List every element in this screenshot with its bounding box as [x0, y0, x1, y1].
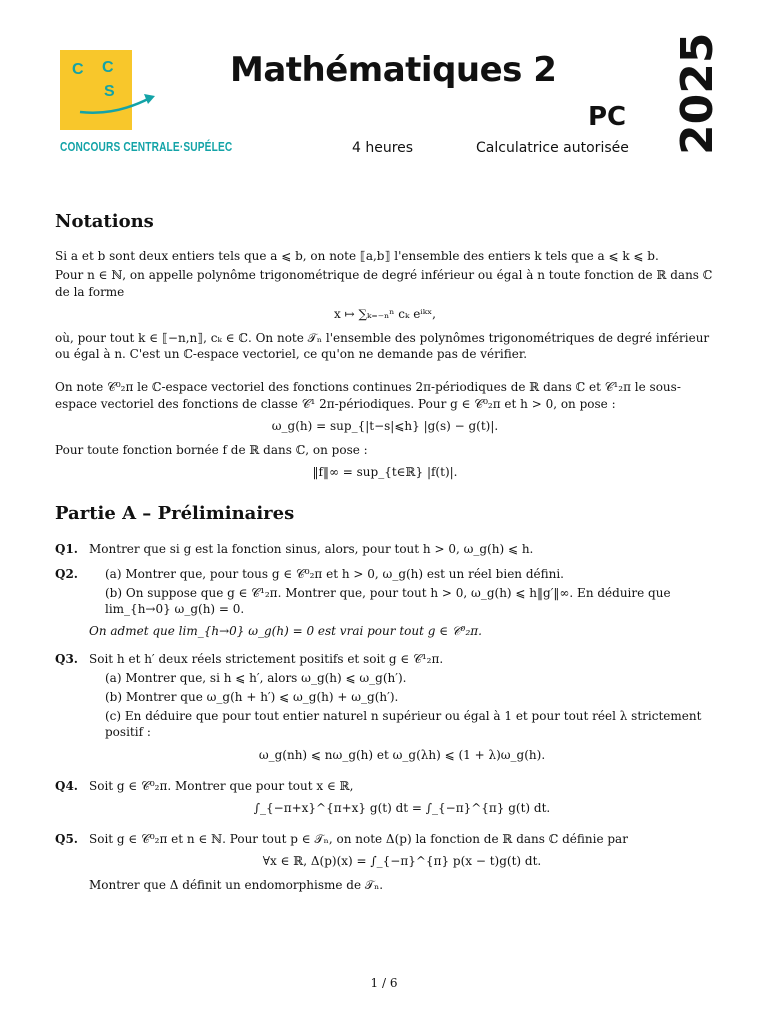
notations-p2: Pour n ∈ ℕ, on appelle polynôme trigonométrique de degré inférieur ou égal à n toute fonction de ℝ dans ℂ de la forme: [55, 268, 713, 299]
q1-number: Q1.: [55, 541, 78, 556]
duration-label: 4 heures: [352, 140, 414, 156]
q3-c: (c) En déduire que pour tout entier naturel n supérieur ou égal à 1 et pour tout réel λ strictement positif :: [105, 709, 702, 740]
q3-b: (b) Montrer que ω_g(h + h′) ⩽ ω_g(h) + ω_g(h′).: [105, 689, 399, 704]
formula-omega: ω_g(h) = sup_{|t−s|⩽h} |g(s) − g(t)|.: [271, 418, 499, 433]
q5-number: Q5.: [55, 832, 78, 847]
page-title: Mathématiques 2: [230, 50, 557, 90]
q5-formula: ∀x ∈ ℝ, Δ(p)(x) = ∫_{−π}^{π} p(x − t)g(t) dt.: [262, 854, 542, 869]
q3-intro: Soit h et h′ deux réels strictement positifs et soit g ∈ 𝒞¹₂π.: [89, 651, 444, 666]
q2-a: (a) Montrer que, pour tous g ∈ 𝒞⁰₂π et h > 0, ω_g(h) est un réel bien défini.: [105, 566, 564, 581]
question-q3: [55, 651, 715, 771]
page-number: 1 / 6: [370, 976, 398, 990]
q4-number: Q4.: [55, 778, 78, 793]
question-q1: [55, 541, 715, 557]
q3-number: Q3.: [55, 651, 78, 666]
logo-arrow-icon: [60, 50, 170, 130]
q2-b: (b) On suppose que g ∈ 𝒞¹₂π. Montrer que, pour tout h > 0, ω_g(h) ⩽ h‖g′‖∞. En déduire que lim_{h→0} ω_g(h) = 0.: [105, 586, 671, 617]
question-q2: [55, 566, 715, 621]
question-q4: [55, 778, 715, 824]
q4-formula: ∫_{−π+x}^{π+x} g(t) dt = ∫_{−π}^{π} g(t) dt.: [253, 800, 551, 815]
notations-p1: Si a et b sont deux entiers tels que a ⩽ b, on note ⟦a,b⟧ l'ensemble des entiers k tels que a ⩽ k ⩽ b.: [55, 249, 659, 264]
question-q5: [55, 831, 715, 897]
contest-logo: [60, 50, 233, 160]
calculator-label: Calculatrice autorisée: [476, 140, 629, 156]
logo-letter-c2: C: [102, 59, 114, 76]
exam-content: [55, 210, 715, 900]
q4-text: Soit g ∈ 𝒞⁰₂π. Montrer que pour tout x ∈ ℝ,: [89, 778, 354, 793]
notations-p4: On note 𝒞⁰₂π le ℂ-espace vectoriel des fonctions continues 2π-périodiques de ℝ dans ℂ et 𝒞¹₂π le sous-espace vectoriel des fonctions de classe 𝒞¹ 2π-périodiques. Pour g ∈ 𝒞⁰₂π et h > 0, on pose :: [55, 380, 681, 411]
q3-a: (a) Montrer que, si h ⩽ h′, alors ω_g(h) ⩽ ω_g(h′).: [105, 670, 407, 685]
q5-end: Montrer que Δ définit un endomorphisme de 𝒯ₙ.: [89, 878, 384, 893]
q2-number: Q2.: [55, 566, 78, 581]
notations-p3: où, pour tout k ∈ ⟦−n,n⟧, cₖ ∈ ℂ. On note 𝒯ₙ l'ensemble des polynômes trigonométriques de degré inférieur ou égal à n. C'est un ℂ-espace vectoriel, ce qu'on ne demande pas de vérifier.: [55, 331, 710, 362]
notations-heading: Notations: [55, 211, 154, 232]
year-label: 2025: [672, 32, 723, 155]
track-label: PC: [588, 102, 627, 132]
logo-letter-s: S: [104, 83, 115, 100]
logo-letter-c1: C: [72, 61, 84, 78]
q1-text: Montrer que si g est la fonction sinus, alors, pour tout h > 0, ω_g(h) ⩽ h.: [89, 541, 534, 556]
logo-text: CONCOURS CENTRALE·SUPÉLEC: [60, 139, 233, 154]
formula-trig-poly: x ↦ ∑ₖ₌₋ₙⁿ cₖ eⁱᵏˣ,: [334, 306, 436, 321]
formula-sup-norm: ‖f‖∞ = sup_{t∈ℝ} |f(t)|.: [312, 465, 458, 480]
q2-note: On admet que lim_{h→0} ω_g(h) = 0 est vrai pour tout g ∈ 𝒞⁰₂π.: [89, 624, 482, 639]
partA-heading: Partie A – Préliminaires: [55, 503, 295, 525]
notations-p5: Pour toute fonction bornée f de ℝ dans ℂ, on pose :: [55, 442, 368, 457]
q3-formula: ω_g(nh) ⩽ nω_g(h) et ω_g(λh) ⩽ (1 + λ)ω_g(h).: [258, 747, 546, 762]
q5-text: Soit g ∈ 𝒞⁰₂π et n ∈ ℕ. Pour tout p ∈ 𝒯ₙ, on note Δ(p) la fonction de ℝ dans ℂ définie par: [89, 832, 628, 847]
